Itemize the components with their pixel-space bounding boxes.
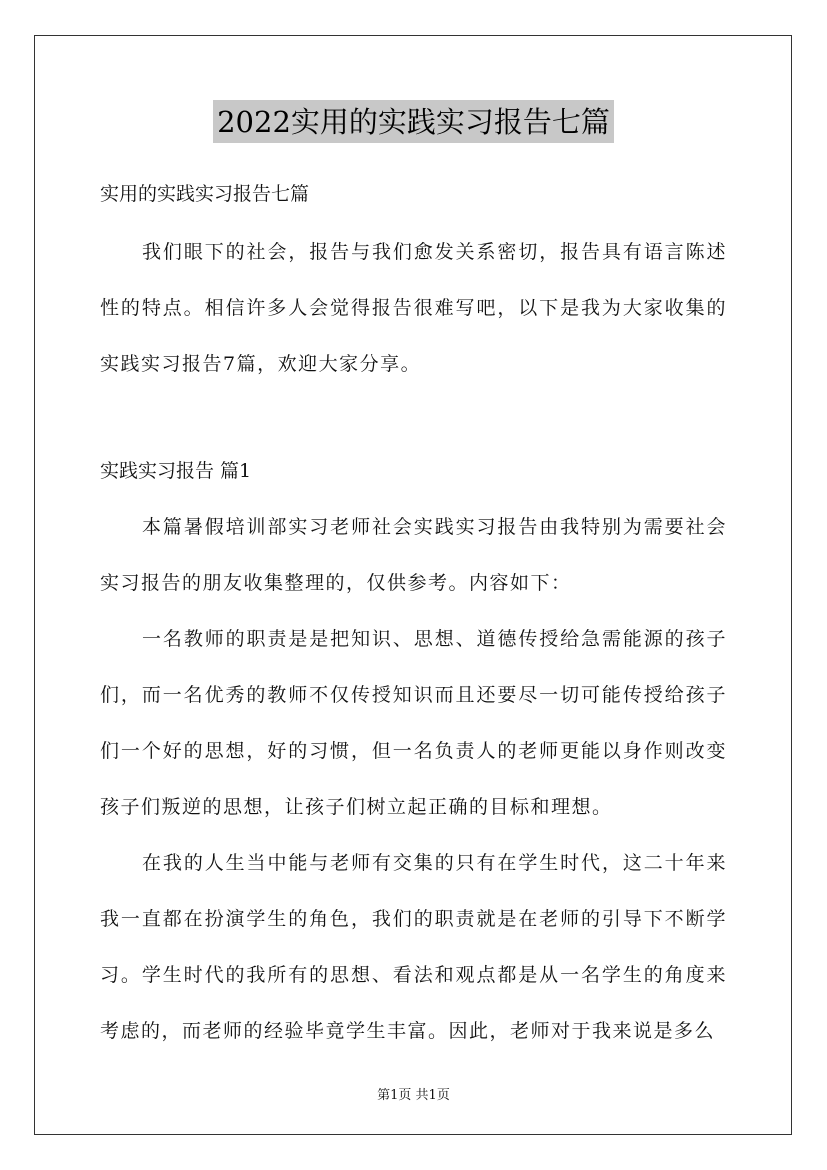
document-body (100, 170, 727, 1059)
intro-paragraph: 我们眼下的社会，报告与我们愈发关系密切，报告具有语言陈述性的特点。相信许多人会觉得报告很难写吧，以下是我为大家收集的实践实习报告7篇，欢迎大家分享。 (100, 241, 727, 375)
document-title: 2022实用的实践实习报告七篇 (213, 100, 614, 143)
body-paragraph: 一名教师的职责是是把知识、思想、道德传授给急需能源的孩子们，而一名优秀的教师不仅传授知识而且还要尽一切可能传授给孩子们一个好的思想，好的习惯，但一名负责人的老师更能以身作则改变孩子们叛逆的思想，让孩子们树立起正确的目标和理想。 (100, 628, 727, 818)
page-footer: 第1页 共1页 (377, 1088, 450, 1103)
body-paragraph: 在我的人生当中能与老师有交集的只有在学生时代，这二十年来我一直都在扮演学生的角色，我们的职责就是在老师的引导下不断学习。学生时代的我所有的思想、看法和观点都是从一名学生的角度来考虑的，而老师的经验毕竟学生丰富。因此，老师对于我来说是多么 (100, 852, 727, 1042)
title-container (0, 100, 827, 143)
section-gap (100, 392, 727, 447)
section-heading: 实践实习报告 篇1 (100, 460, 252, 482)
document-subtitle: 实用的实践实习报告七篇 (100, 183, 310, 205)
body-paragraph: 本篇暑假培训部实习老师社会实践实习报告由我特别为需要社会实习报告的朋友收集整理的，仅供参考。内容如下： (100, 516, 727, 594)
